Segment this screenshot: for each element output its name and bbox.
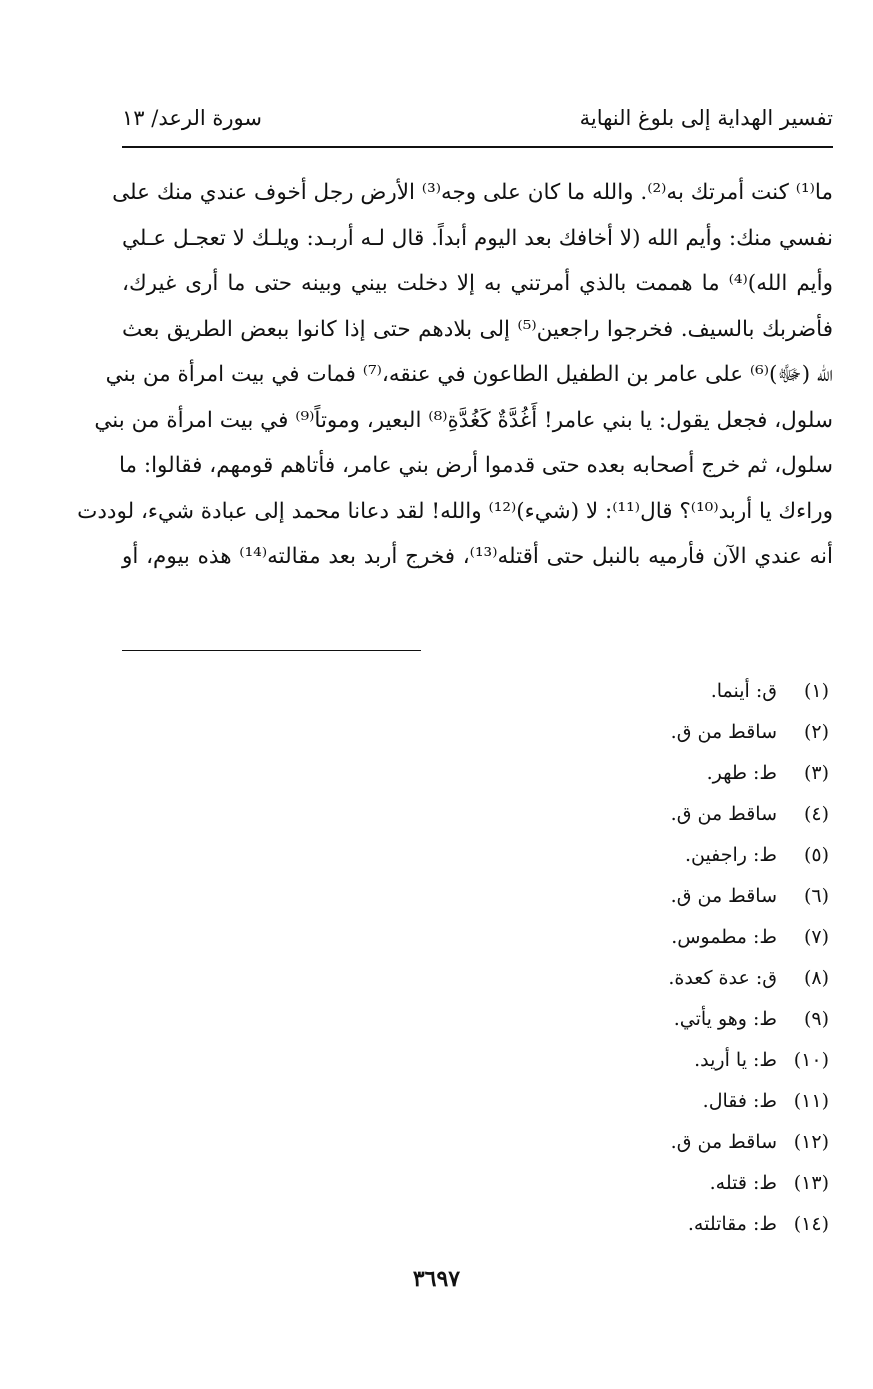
page-number: ٣٦٩٧ bbox=[412, 1266, 461, 1292]
footnote-text: ط: وهو يأتي. bbox=[673, 1008, 777, 1030]
footnote-number: (٦) bbox=[803, 885, 829, 907]
footnote-number: (١) bbox=[803, 680, 829, 702]
body-line: فأضربك بالسيف. فخرجوا راجعين⁽⁵⁾ إلى بلادهم حتى إذا كانوا ببعض الطريق بعث bbox=[122, 316, 833, 342]
footnote bbox=[529, 676, 829, 717]
footnote bbox=[529, 922, 829, 963]
running-header bbox=[122, 106, 833, 142]
book-title: تفسير الهداية إلى بلوغ النهاية bbox=[579, 106, 833, 130]
surah-reference: سورة الرعد/ ١٣ bbox=[122, 106, 262, 130]
body-line: وراءك يا أربد⁽¹⁰⁾؟ قال⁽¹¹⁾: لا (شيء)⁽¹²⁾ والله! لقد دعانا محمد إلى عبادة شيء، لوددت bbox=[77, 498, 833, 524]
footnote-number: (١١) bbox=[793, 1090, 829, 1112]
footnote-number: (١٠) bbox=[793, 1049, 829, 1071]
footnote bbox=[529, 1004, 829, 1045]
footnote-text: ساقط من ق. bbox=[670, 803, 777, 825]
footnote-text: ط: مقاتلته. bbox=[687, 1213, 777, 1235]
footnote-text: ساقط من ق. bbox=[670, 885, 777, 907]
body-line: وأيم الله)⁽⁴⁾ ما هممت بالذي أمرتني به إلا دخلت بيني وبينه حتى ما أرى غيرك، bbox=[122, 271, 833, 296]
footnote bbox=[529, 717, 829, 758]
footnote-number: (١٣) bbox=[793, 1172, 829, 1194]
footnote bbox=[529, 1045, 829, 1086]
header-rule bbox=[122, 146, 833, 148]
footnote bbox=[529, 758, 829, 799]
footnote-number: (٧) bbox=[803, 926, 829, 948]
footnote-number: (٨) bbox=[803, 967, 829, 989]
footnote-number: (٢) bbox=[803, 721, 829, 743]
body-line: سلول، فجعل يقول: يا بني عامر! أَغُدَّةٌ كَغُدَّةِ⁽⁸⁾ البعير، وموتاً⁽⁹⁾ في بيت امرأة من بني bbox=[94, 407, 833, 433]
body-line: أنه عندي الآن فأرميه بالنبل حتى أقتله⁽¹³⁾، فخرج أربد بعد مقالته⁽¹⁴⁾ هذه بيوم، أو bbox=[122, 544, 833, 569]
body-text bbox=[77, 170, 833, 580]
footnote-text: ط: مطموس. bbox=[671, 926, 777, 948]
footnote-text: ط: فقال. bbox=[702, 1090, 777, 1112]
footnote-text: ط: راجفين. bbox=[684, 844, 777, 866]
body-line: نفسي منك: وأيم الله (لا أخافك بعد اليوم أبداً. قال لـه أربـد: ويلـك لا تعجـل عـلي bbox=[122, 225, 833, 251]
footnote-number: (١٤) bbox=[793, 1213, 829, 1235]
footnote bbox=[529, 1086, 829, 1127]
body-line: ما⁽¹⁾ كنت أمرتك به⁽²⁾. والله ما كان على وجه⁽³⁾ الأرض رجل أخوف عندي منك على bbox=[112, 180, 833, 205]
footnote bbox=[529, 881, 829, 922]
footnote-number: (٤) bbox=[803, 803, 829, 825]
footnote-text: ساقط من ق. bbox=[670, 721, 777, 743]
footnote-number: (٩) bbox=[803, 1008, 829, 1030]
body-line: سلول، ثم خرج أصحابه بعده حتى قدموا أرض بني عامر، فأتاهم قومهم، فقالوا: ما bbox=[118, 453, 833, 478]
footnote-text: ط: طهر. bbox=[706, 762, 777, 784]
footnote bbox=[529, 1209, 829, 1250]
footnote-text: ق: عدة كعدة. bbox=[668, 967, 777, 989]
footnote bbox=[529, 1168, 829, 1209]
body-line: الله (ﷻ)⁽⁶⁾ على عامر بن الطفيل الطاعون في عنقه،⁽⁷⁾ فمات في بيت امرأة من بني bbox=[105, 362, 833, 387]
footnote-number: (١٢) bbox=[793, 1131, 829, 1153]
footnote bbox=[529, 1127, 829, 1168]
footnote bbox=[529, 799, 829, 840]
footnote-text: ساقط من ق. bbox=[670, 1131, 777, 1153]
footnote-separator bbox=[122, 650, 421, 651]
footnote bbox=[529, 840, 829, 881]
footnote-number: (٣) bbox=[803, 762, 829, 784]
footnote-text: ط: قتله. bbox=[709, 1172, 777, 1194]
footnote-text: ق: أينما. bbox=[710, 680, 777, 702]
footnote-number: (٥) bbox=[803, 844, 829, 866]
footnote bbox=[529, 963, 829, 1004]
footnote-text: ط: يا أريد. bbox=[694, 1049, 777, 1071]
footnotes-list bbox=[529, 676, 829, 1250]
